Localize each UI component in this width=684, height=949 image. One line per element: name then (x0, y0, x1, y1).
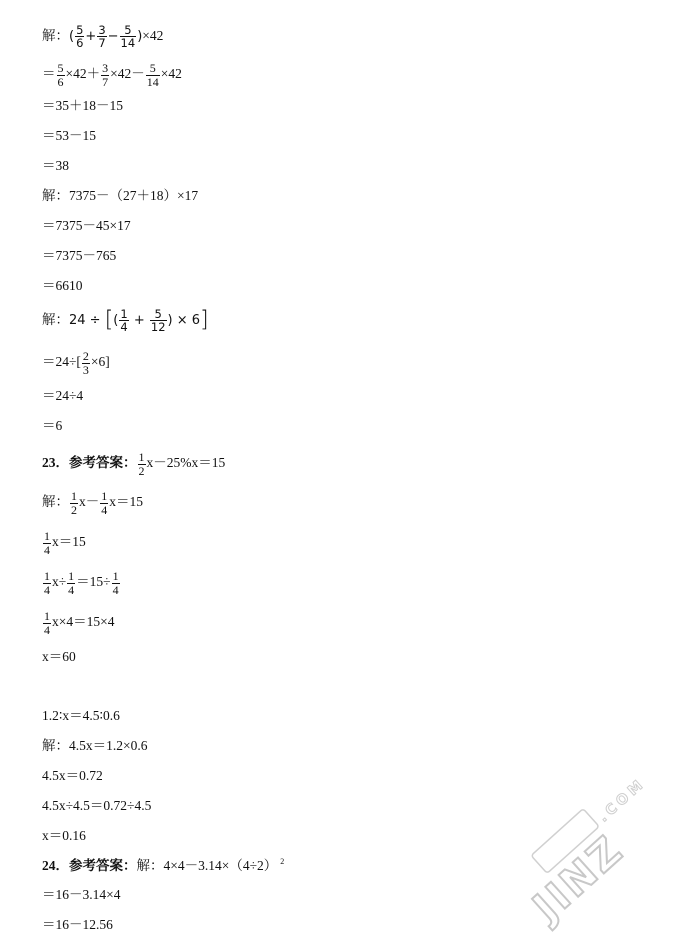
denominator: 4 (44, 542, 50, 557)
numerator: 5 (154, 307, 162, 321)
denominator: 4 (112, 582, 119, 597)
fraction (43, 570, 51, 596)
watermark-brand: JINZ (524, 826, 633, 931)
denominator: 3 (82, 362, 89, 377)
fraction (70, 490, 78, 516)
answer-label: 23．参考答案： (42, 455, 137, 471)
numerator: 3 (98, 23, 106, 37)
denominator: 4 (44, 582, 50, 597)
fraction (57, 62, 65, 88)
p23-step4 (42, 610, 114, 636)
fraction (138, 451, 146, 477)
p22b-step2: ＝7375－45×17 (42, 218, 131, 233)
p22a-step3: ＝35＋18－15 (42, 98, 123, 113)
expression-part: 24 ÷ (69, 313, 105, 329)
watermark-logo (480, 770, 670, 940)
denominator: 4 (101, 502, 108, 517)
superscript: 2 (280, 857, 285, 866)
numerator: 1 (44, 609, 50, 623)
bracket-close: ] (200, 307, 209, 333)
paren-close: ) (137, 29, 143, 45)
denominator: 2 (71, 502, 77, 517)
expression-part: x÷ (52, 574, 67, 590)
denominator: 4 (44, 622, 50, 637)
p23b-step1: 1.2∶x＝4.5∶0.6 (42, 708, 120, 723)
solution-prefix: 解： (42, 494, 69, 510)
p23b-step5: x＝0.16 (42, 828, 86, 843)
expression-part: ×42＋ (65, 66, 101, 82)
denominator: 6 (57, 74, 64, 89)
numerator: 1 (71, 489, 77, 503)
p23-step1 (42, 490, 143, 516)
numerator: 1 (68, 569, 75, 583)
expression-tail: x×4＝15×4 (52, 614, 115, 630)
expression-tail: ×6] (90, 354, 110, 370)
numerator: 5 (57, 61, 64, 75)
expression-tail: × 6 (172, 313, 201, 329)
denominator: 7 (102, 74, 109, 89)
p24-step2: ＝16－12.56 (42, 917, 113, 932)
p22b-step3: ＝7375－765 (42, 248, 117, 263)
paren-open: ( (113, 313, 119, 329)
fraction (75, 24, 84, 49)
solution-prefix: 解： (42, 312, 69, 328)
denominator: 2 (138, 463, 145, 478)
expression-part: x－ (79, 494, 100, 510)
numerator: 1 (138, 450, 145, 464)
fraction (101, 62, 109, 88)
denominator: 12 (150, 320, 166, 335)
denominator: 4 (68, 582, 75, 597)
numerator: 1 (112, 569, 119, 583)
numerator: 1 (101, 489, 108, 503)
fraction (82, 350, 90, 376)
p22c-step2 (42, 350, 110, 376)
numerator: 2 (82, 349, 89, 363)
denominator: 4 (120, 320, 128, 335)
operator: + (129, 313, 149, 329)
denominator: 14 (146, 74, 159, 89)
fraction (146, 62, 160, 88)
expression-tail: ×42 (160, 66, 182, 82)
p22b-step1: 解：7375－（27＋18）×17 (42, 188, 199, 203)
fraction (112, 570, 120, 596)
fraction (120, 24, 137, 49)
operator: + (85, 29, 97, 45)
numerator: 1 (44, 569, 50, 583)
p22c-step1 (42, 308, 209, 333)
equals-sign: ＝ (42, 66, 56, 82)
numerator: 5 (149, 61, 156, 75)
solution-prefix: 解： (42, 28, 69, 44)
expression-tail: x＝15 (52, 534, 86, 550)
p23-step5: x＝60 (42, 649, 76, 664)
denominator: 6 (76, 36, 84, 51)
p22a-step4: ＝53－15 (42, 128, 96, 143)
denominator: 14 (120, 36, 136, 51)
answer-label: 24．参考答案： (42, 858, 137, 873)
expression-tail: x－25%x＝15 (146, 455, 226, 471)
expression-part: ＝15÷ (76, 574, 111, 590)
numerator: 1 (120, 307, 128, 321)
expression: 解：4×4－3.14×（4÷2） (136, 858, 278, 873)
p23-step2 (42, 530, 86, 556)
denominator: 7 (98, 36, 106, 51)
fraction (43, 530, 51, 556)
expression-part: ×42－ (110, 66, 145, 82)
fraction (100, 490, 108, 516)
p24-header (42, 858, 284, 873)
operator: − (107, 29, 119, 45)
numerator: 1 (44, 529, 50, 543)
p23b-step2: 解：4.5x＝1.2×0.6 (42, 738, 148, 753)
paren-close: ) (167, 313, 173, 329)
expression-part: ＝24÷[ (42, 354, 81, 370)
paren-open: ( (69, 29, 75, 45)
p23b-step4: 4.5x÷4.5＝0.72÷4.5 (42, 798, 152, 813)
fraction (150, 308, 167, 333)
fraction (119, 308, 128, 333)
p22a-step5: ＝38 (42, 158, 69, 173)
watermark-site: .COM (595, 775, 649, 826)
expression-tail: ×42 (142, 28, 164, 44)
p22b-step4: ＝6610 (42, 278, 83, 293)
p22a-step1 (42, 24, 163, 49)
expression-tail: x＝15 (109, 494, 143, 510)
numerator: 5 (76, 23, 84, 37)
fraction (67, 570, 75, 596)
numerator: 3 (102, 61, 109, 75)
p23-step3 (42, 570, 121, 596)
fraction (97, 24, 106, 49)
p23-header (42, 451, 225, 477)
bracket-open: [ (104, 307, 114, 333)
p22a-step2 (42, 62, 182, 88)
numerator: 5 (124, 23, 132, 37)
p23b-step3: 4.5x＝0.72 (42, 768, 103, 783)
p22c-step3: ＝24÷4 (42, 388, 84, 403)
p24-step1: ＝16－3.14×4 (42, 887, 121, 902)
fraction (43, 610, 51, 636)
p22c-step4: ＝6 (42, 418, 63, 433)
